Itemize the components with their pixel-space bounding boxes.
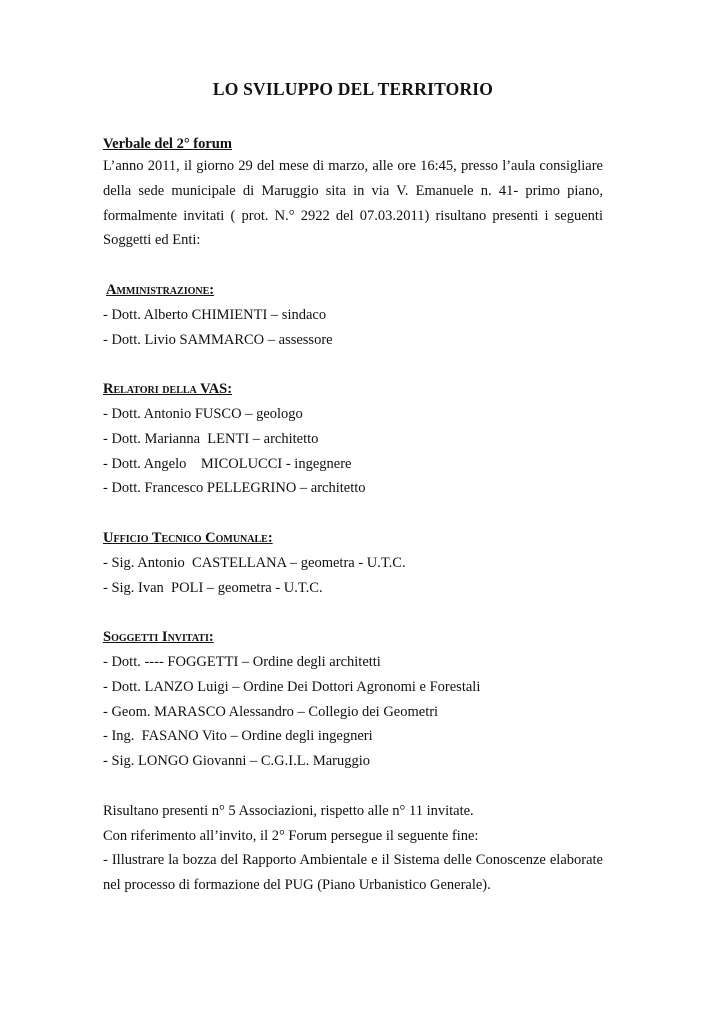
list-item: - Dott. LANZO Luigi – Ordine Dei Dottori Agronomi e Forestali: [103, 678, 481, 695]
section-gap: [103, 774, 603, 799]
section-invited-parties: [103, 625, 603, 774]
list-item: - Dott. Angelo MICOLUCCI - ingegnere: [103, 455, 352, 472]
section-heading: Soggetti Invitati:: [103, 629, 214, 646]
purpose-item: - Illustrare la bozza del Rapporto Ambientale e il Sistema delle Conoscenze elaborate nel processo di formazione del PUG (Piano Urbanistico Generale).: [103, 852, 603, 894]
section-vas-speakers: [103, 377, 603, 501]
list-item: - Dott. Alberto CHIMIENTI – sindaco: [103, 306, 327, 323]
list-item: - Geom. MARASCO Alessandro – Collegio dei Geometri: [103, 703, 439, 720]
list-item: - Sig. LONGO Giovanni – C.G.I.L. Maruggio: [103, 753, 371, 770]
minutes-subtitle: Verbale del 2° forum: [103, 136, 232, 152]
list-item: - Sig. Antonio CASTELLANA – geometra - U.T.C.: [103, 554, 406, 571]
list-item: - Dott. Livio SAMMARCO – assessore: [103, 331, 333, 348]
document-title: LO SVILUPPO DEL TERRITORIO: [212, 79, 494, 99]
section-gap: [103, 600, 603, 625]
purpose-statement: Con riferimento all’invito, il 2° Forum persegue il seguente fine:: [103, 827, 479, 844]
title-spacer: [103, 104, 603, 135]
document-page: [103, 74, 603, 898]
section-heading: Relatori della VAS:: [103, 381, 233, 398]
closing-block: [103, 799, 603, 898]
list-item: - Sig. Ivan POLI – geometra - U.T.C.: [103, 579, 323, 596]
section-technical-office: [103, 526, 603, 600]
section-gap: [103, 352, 603, 377]
list-item: - Dott. Marianna LENTI – architetto: [103, 430, 319, 447]
list-item: - Dott. ---- FOGGETTI – Ordine degli architetti: [103, 653, 381, 670]
list-item: - Dott. Francesco PELLEGRINO – architetto: [103, 480, 366, 497]
section-gap: [103, 253, 603, 278]
section-administration: [103, 278, 603, 352]
section-heading: Ufficio Tecnico Comunale:: [103, 529, 273, 546]
list-item: - Ing. FASANO Vito – Ordine degli ingegneri: [103, 728, 373, 745]
list-item: - Dott. Antonio FUSCO – geologo: [103, 405, 303, 422]
attendance-statement: Risultano presenti n° 5 Associazioni, rispetto alle n° 11 invitate.: [103, 802, 474, 819]
section-gap: [103, 501, 603, 526]
intro-paragraph: L’anno 2011, il giorno 29 del mese di marzo, alle ore 16:45, presso l’aula consigliare della sede municipale di Maruggio sita in via V. Emanuele n. 41- primo piano, formalmente invitati ( prot. N.° 2922 del 07.03.2011) risultano presenti i seguenti Soggetti ed Enti:: [103, 158, 603, 249]
section-heading: Amministrazione:: [106, 281, 215, 298]
